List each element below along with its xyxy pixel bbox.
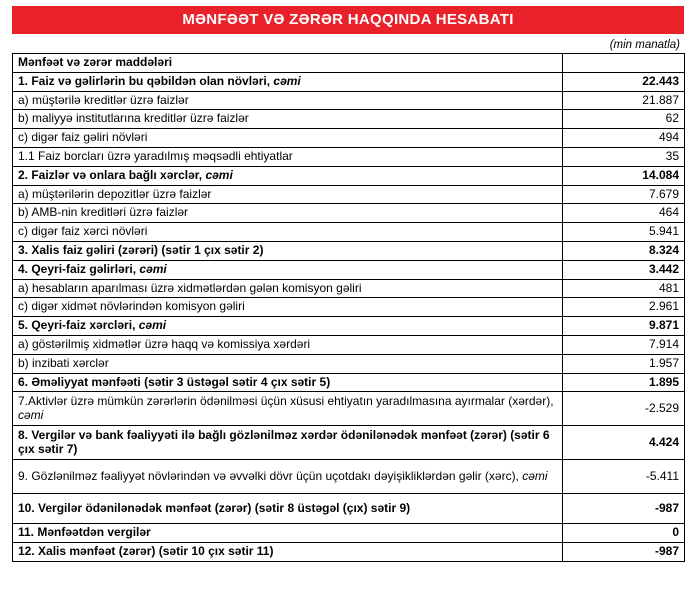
row-value: 3.442 [563,260,685,279]
row-value: -2.529 [563,392,685,426]
row-label: a) hesabların aparılması üzrə xidmətlərdən gələn komisyon gəliri [13,279,563,298]
table-row [13,426,685,460]
column-header-items: Mənfəət və zərər maddələri [13,54,563,73]
row-label: c) digər faiz xərci növləri [13,223,563,242]
table-row [13,543,685,562]
row-value: 1.895 [563,373,685,392]
units-note: (min manatla) [609,39,680,51]
row-value: -987 [563,494,685,524]
table-header-row [13,54,685,73]
row-label: 10. Vergilər ödənilənədək mənfəət (zərər) (sətir 8 üstəgəl (çıx) sətir 9) [13,494,563,524]
row-label: c) digər xidmət növlərindən komisyon gəliri [13,298,563,317]
table-row [13,72,685,91]
table-row [13,335,685,354]
row-value: 5.941 [563,223,685,242]
row-label: a) müştərilə kreditlər üzrə faizlər [13,91,563,110]
column-header-value [563,54,685,73]
row-value: 8.324 [563,241,685,260]
row-label: 1.1 Faiz borcları üzrə yaradılmış məqsədli ehtiyatlar [13,147,563,166]
table-row [13,298,685,317]
table-row [13,129,685,148]
row-value: 4.424 [563,426,685,460]
row-value: 14.084 [563,166,685,185]
table-row [13,147,685,166]
row-value: 2.961 [563,298,685,317]
row-value: -987 [563,543,685,562]
table-row [13,354,685,373]
table-row [13,204,685,223]
table-row [13,460,685,494]
table-row [13,110,685,129]
row-label: b) inzibati xərclər [13,354,563,373]
table-row [13,241,685,260]
row-value: 481 [563,279,685,298]
table-row [13,392,685,426]
row-label: 3. Xalis faiz gəliri (zərəri) (sətir 1 çıx sətir 2) [13,241,563,260]
report-title: MƏNFƏƏT VƏ ZƏRƏR HAQQINDA HESABATI [12,6,684,34]
row-value: -5.411 [563,460,685,494]
table-row [13,91,685,110]
row-value: 21.887 [563,91,685,110]
row-label: 9. Gözlənilməz fəaliyyət növlərindən və əvvəlki dövr üçün uçotdakı dəyişikliklərdən gəlir (xərc), cəmi [13,460,563,494]
report-page [0,6,696,606]
row-label: 2. Faizlər və onlara bağlı xərclər, cəmi [13,166,563,185]
row-value: 9.871 [563,317,685,336]
row-value: 494 [563,129,685,148]
table-row [13,524,685,543]
profit-loss-table [12,53,685,562]
row-value: 0 [563,524,685,543]
row-label: 4. Qeyri-faiz gəlirləri, cəmi [13,260,563,279]
row-label: 6. Əməliyyat mənfəəti (sətir 3 üstəgəl sətir 4 çıx sətir 5) [13,373,563,392]
row-value: 7.679 [563,185,685,204]
table-row [13,260,685,279]
row-value: 22.443 [563,72,685,91]
row-value: 7.914 [563,335,685,354]
row-label: b) maliyyə institutlarına kreditlər üzrə faizlər [13,110,563,129]
row-label: 1. Faiz və gəlirlərin bu qəbildən olan növləri, cəmi [13,72,563,91]
row-label: 8. Vergilər və bank fəaliyyəti ilə bağlı gözlənilməz xərdər ödənilənədək mənfəət (zərər) (sətir 6 çıx sətir 7) [13,426,563,460]
row-label: 11. Mənfəətdən vergilər [13,524,563,543]
row-value: 1.957 [563,354,685,373]
table-row [13,317,685,336]
row-value: 464 [563,204,685,223]
table-row [13,279,685,298]
row-label: b) AMB-nin kreditləri üzrə faizlər [13,204,563,223]
table-row [13,166,685,185]
row-label: c) digər faiz gəliri növləri [13,129,563,148]
row-label: 5. Qeyri-faiz xərcləri, cəmi [13,317,563,336]
table-row [13,185,685,204]
row-label: 12. Xalis mənfəət (zərər) (sətir 10 çıx sətir 11) [13,543,563,562]
row-label: 7.Aktivlər üzrə mümkün zərərlərin ödənilməsi üçün xüsusi ehtiyatın yaradılmasına ayırmalar (xərdər), cəmi [13,392,563,426]
row-label: a) göstərilmiş xidmətlər üzrə haqq və komissiya xərdəri [13,335,563,354]
table-row [13,223,685,242]
row-value: 62 [563,110,685,129]
table-body [13,54,685,562]
table-row [13,373,685,392]
row-label: a) müştərilərin depozitlər üzrə faizlər [13,185,563,204]
row-value: 35 [563,147,685,166]
table-row [13,494,685,524]
